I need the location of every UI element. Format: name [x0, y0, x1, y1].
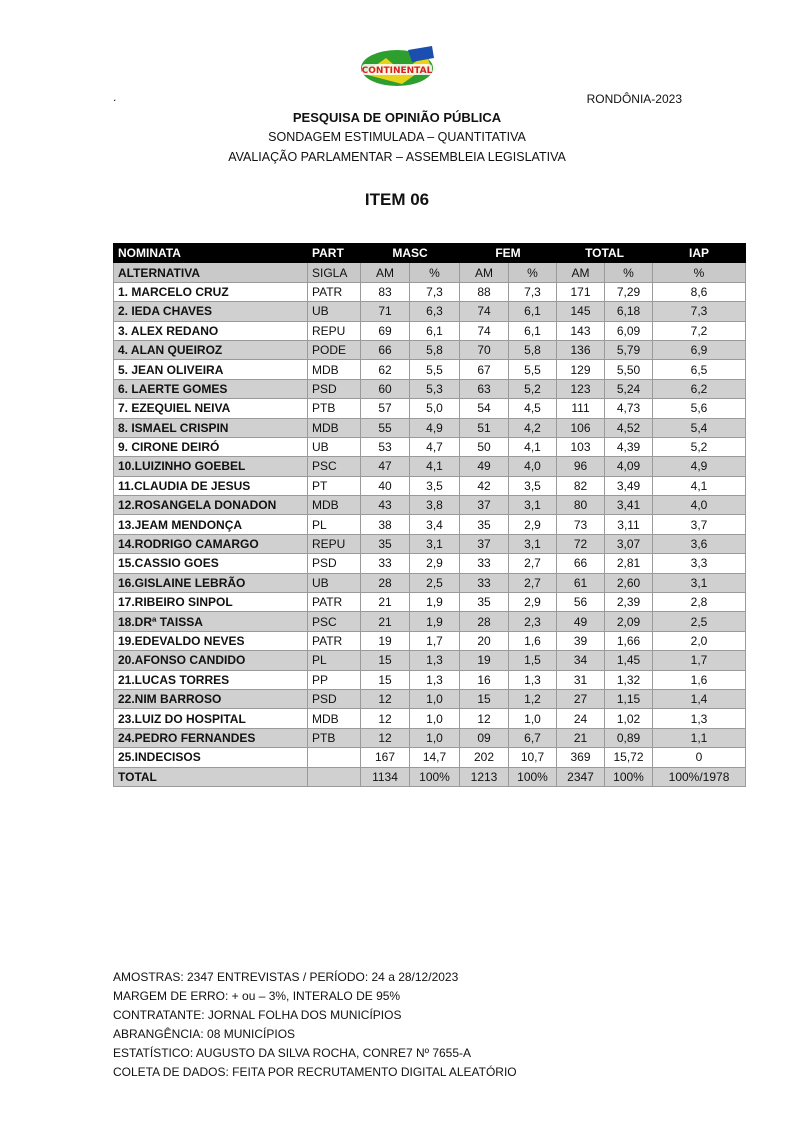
iap-pct: 6,2 [653, 379, 746, 398]
col-iap: IAP [653, 244, 746, 263]
masc-am: 12 [361, 689, 410, 708]
col-masc: MASC [361, 244, 460, 263]
masc-pct: 1,9 [410, 593, 460, 612]
candidate-name: 20.AFONSO CANDIDO [114, 651, 308, 670]
fem-am: 28 [460, 612, 509, 631]
table-row [114, 651, 746, 670]
masc-pct: 7,3 [410, 282, 460, 301]
total-pct: 3,11 [605, 515, 653, 534]
subcol-alternativa: ALTERNATIVA [114, 263, 308, 282]
fem-pct: 2,7 [509, 554, 557, 573]
fem-pct: 5,2 [509, 379, 557, 398]
masc-am: 12 [361, 709, 410, 728]
table-row [114, 399, 746, 418]
candidate-party: MDB [308, 496, 361, 515]
poll-results-table [113, 243, 746, 787]
total-am: 106 [557, 418, 605, 437]
total-pct: 15,72 [605, 748, 653, 767]
fem-pct: 4,2 [509, 418, 557, 437]
col-nominata: NOMINATA [114, 244, 308, 263]
candidate-name: 14.RODRIGO CAMARGO [114, 534, 308, 553]
candidate-name: 1. MARCELO CRUZ [114, 282, 308, 301]
total-iap: 100%/1978 [653, 767, 746, 786]
footer-line: MARGEM DE ERRO: + ou – 3%, INTERALO DE 95% [113, 989, 401, 1003]
total-am: 111 [557, 399, 605, 418]
total-pct: 3,41 [605, 496, 653, 515]
total-am: 73 [557, 515, 605, 534]
document-subtitle-2: AVALIAÇÃO PARLAMENTAR – ASSEMBLEIA LEGISLATIVA [228, 150, 566, 164]
fem-am: 16 [460, 670, 509, 689]
table-header-row [114, 244, 746, 263]
masc-am: 66 [361, 340, 410, 359]
masc-am: 19 [361, 631, 410, 650]
total-am: 82 [557, 476, 605, 495]
total-am: 56 [557, 593, 605, 612]
masc-am: 21 [361, 612, 410, 631]
iap-pct: 2,0 [653, 631, 746, 650]
masc-pct: 3,4 [410, 515, 460, 534]
masc-am: 53 [361, 437, 410, 456]
table-row [114, 709, 746, 728]
fem-am: 202 [460, 748, 509, 767]
footer-line: ESTATÍSTICO: AUGUSTO DA SILVA ROCHA, CONRE7 Nº 7655-A [113, 1046, 472, 1060]
masc-pct: 5,0 [410, 399, 460, 418]
fem-pct: 6,1 [509, 321, 557, 340]
total-pct: 5,50 [605, 360, 653, 379]
iap-pct: 1,7 [653, 651, 746, 670]
table-row [114, 534, 746, 553]
candidate-name: 21.LUCAS TORRES [114, 670, 308, 689]
total-masc-am: 1134 [361, 767, 410, 786]
masc-pct: 5,3 [410, 379, 460, 398]
iap-pct: 4,0 [653, 496, 746, 515]
total-am: 143 [557, 321, 605, 340]
total-am: 136 [557, 340, 605, 359]
masc-pct: 5,8 [410, 340, 460, 359]
footer-line: COLETA DE DADOS: FEITA POR RECRUTAMENTO DIGITAL ALEATÓRIO [113, 1065, 517, 1079]
candidate-name: 22.NIM BARROSO [114, 689, 308, 708]
table-row [114, 496, 746, 515]
iap-pct: 3,7 [653, 515, 746, 534]
document-subtitle-1: SONDAGEM ESTIMULADA – QUANTITATIVA [268, 130, 526, 144]
total-pct: 0,89 [605, 728, 653, 747]
subcol-masc-pct: % [410, 263, 460, 282]
table-total-row [114, 767, 746, 786]
total-pct: 5,24 [605, 379, 653, 398]
masc-am: 40 [361, 476, 410, 495]
fem-pct: 3,1 [509, 534, 557, 553]
candidate-party: PL [308, 515, 361, 534]
fem-pct: 10,7 [509, 748, 557, 767]
table-row [114, 437, 746, 456]
fem-am: 63 [460, 379, 509, 398]
iap-pct: 8,6 [653, 282, 746, 301]
iap-pct: 1,3 [653, 709, 746, 728]
fem-am: 09 [460, 728, 509, 747]
total-pct: 4,39 [605, 437, 653, 456]
total-pct: 4,52 [605, 418, 653, 437]
total-pct: 6,09 [605, 321, 653, 340]
iap-pct: 2,5 [653, 612, 746, 631]
total-total-pct: 100% [605, 767, 653, 786]
subcol-iap-pct: % [653, 263, 746, 282]
candidate-party: PATR [308, 631, 361, 650]
subcol-sigla: SIGLA [308, 263, 361, 282]
company-logo [356, 44, 438, 92]
candidate-party: PSD [308, 689, 361, 708]
total-am: 72 [557, 534, 605, 553]
fem-pct: 1,2 [509, 689, 557, 708]
table-row [114, 573, 746, 592]
iap-pct: 1,4 [653, 689, 746, 708]
total-fem-pct: 100% [509, 767, 557, 786]
iap-pct: 5,4 [653, 418, 746, 437]
iap-pct: 6,9 [653, 340, 746, 359]
candidate-party: MDB [308, 360, 361, 379]
candidate-party: MDB [308, 709, 361, 728]
candidate-name: 25.INDECISOS [114, 748, 308, 767]
footer-line: CONTRATANTE: JORNAL FOLHA DOS MUNICÍPIOS [113, 1008, 402, 1022]
masc-pct: 4,7 [410, 437, 460, 456]
candidate-name: 11.CLAUDIA DE JESUS [114, 476, 308, 495]
masc-pct: 1,9 [410, 612, 460, 631]
masc-pct: 3,8 [410, 496, 460, 515]
fem-pct: 1,3 [509, 670, 557, 689]
methodology-notes [113, 968, 517, 1082]
total-am: 39 [557, 631, 605, 650]
col-total: TOTAL [557, 244, 653, 263]
masc-pct: 5,5 [410, 360, 460, 379]
masc-am: 12 [361, 728, 410, 747]
total-pct: 2,81 [605, 554, 653, 573]
document-title: PESQUISA DE OPINIÃO PÚBLICA [292, 110, 502, 125]
masc-pct: 1,3 [410, 670, 460, 689]
table-row [114, 670, 746, 689]
iap-pct: 3,3 [653, 554, 746, 573]
total-am: 103 [557, 437, 605, 456]
fem-pct: 4,5 [509, 399, 557, 418]
candidate-name: 3. ALEX REDANO [114, 321, 308, 340]
masc-am: 43 [361, 496, 410, 515]
fem-pct: 1,6 [509, 631, 557, 650]
total-am: 369 [557, 748, 605, 767]
masc-pct: 3,1 [410, 534, 460, 553]
fem-am: 51 [460, 418, 509, 437]
iap-pct: 7,2 [653, 321, 746, 340]
fem-am: 20 [460, 631, 509, 650]
total-pct: 1,66 [605, 631, 653, 650]
candidate-party: PATR [308, 282, 361, 301]
total-am: 27 [557, 689, 605, 708]
masc-pct: 4,9 [410, 418, 460, 437]
candidate-name: 13.JEAM MENDONÇA [114, 515, 308, 534]
candidate-party: PSD [308, 379, 361, 398]
total-am: 171 [557, 282, 605, 301]
item-number: ITEM 06 [364, 190, 430, 209]
candidate-name: 8. ISMAEL CRISPIN [114, 418, 308, 437]
masc-am: 55 [361, 418, 410, 437]
table-row [114, 418, 746, 437]
total-am: 34 [557, 651, 605, 670]
masc-am: 71 [361, 302, 410, 321]
fem-am: 33 [460, 573, 509, 592]
fem-pct: 5,8 [509, 340, 557, 359]
masc-am: 57 [361, 399, 410, 418]
iap-pct: 4,1 [653, 476, 746, 495]
total-masc-pct: 100% [410, 767, 460, 786]
fem-am: 67 [460, 360, 509, 379]
masc-am: 35 [361, 534, 410, 553]
total-party [308, 767, 361, 786]
table-row [114, 554, 746, 573]
total-pct: 3,07 [605, 534, 653, 553]
svg-text:CONTINENTAL: CONTINENTAL [361, 66, 433, 76]
masc-am: 15 [361, 651, 410, 670]
candidate-party: PODE [308, 340, 361, 359]
footer-line: AMOSTRAS: 2347 ENTREVISTAS / PERÍODO: 24 a 28/12/2023 [113, 970, 459, 984]
total-pct: 4,09 [605, 457, 653, 476]
fem-am: 35 [460, 515, 509, 534]
total-am: 66 [557, 554, 605, 573]
masc-pct: 6,3 [410, 302, 460, 321]
masc-pct: 1,0 [410, 709, 460, 728]
col-part: PART [308, 244, 361, 263]
fem-pct: 4,0 [509, 457, 557, 476]
total-total-am: 2347 [557, 767, 605, 786]
iap-pct: 5,6 [653, 399, 746, 418]
candidate-party: PP [308, 670, 361, 689]
candidate-name: 15.CASSIO GOES [114, 554, 308, 573]
masc-pct: 6,1 [410, 321, 460, 340]
table-row [114, 457, 746, 476]
total-am: 96 [557, 457, 605, 476]
subcol-fem-am: AM [460, 263, 509, 282]
masc-am: 15 [361, 670, 410, 689]
table-row [114, 360, 746, 379]
candidate-name: 16.GISLAINE LEBRÃO [114, 573, 308, 592]
total-am: 31 [557, 670, 605, 689]
total-pct: 4,73 [605, 399, 653, 418]
candidate-name: 23.LUIZ DO HOSPITAL [114, 709, 308, 728]
candidate-party: PTB [308, 728, 361, 747]
table-row [114, 321, 746, 340]
fem-pct: 7,3 [509, 282, 557, 301]
masc-pct: 2,5 [410, 573, 460, 592]
candidate-name: 24.PEDRO FERNANDES [114, 728, 308, 747]
total-pct: 6,18 [605, 302, 653, 321]
total-pct: 7,29 [605, 282, 653, 301]
total-pct: 3,49 [605, 476, 653, 495]
candidate-party: REPU [308, 534, 361, 553]
candidate-party: PL [308, 651, 361, 670]
fem-am: 42 [460, 476, 509, 495]
masc-pct: 1,3 [410, 651, 460, 670]
iap-pct: 7,3 [653, 302, 746, 321]
fem-pct: 2,7 [509, 573, 557, 592]
masc-am: 28 [361, 573, 410, 592]
masc-am: 21 [361, 593, 410, 612]
masc-am: 62 [361, 360, 410, 379]
masc-am: 47 [361, 457, 410, 476]
subcol-masc-am: AM [361, 263, 410, 282]
masc-pct: 1,7 [410, 631, 460, 650]
candidate-party: PSC [308, 612, 361, 631]
total-pct: 2,09 [605, 612, 653, 631]
total-pct: 2,39 [605, 593, 653, 612]
table-row [114, 340, 746, 359]
masc-pct: 1,0 [410, 728, 460, 747]
candidate-name: 12.ROSANGELA DONADON [114, 496, 308, 515]
candidate-party: UB [308, 302, 361, 321]
table-row [114, 302, 746, 321]
total-am: 49 [557, 612, 605, 631]
total-pct: 1,45 [605, 651, 653, 670]
table-row [114, 476, 746, 495]
masc-am: 60 [361, 379, 410, 398]
masc-am: 38 [361, 515, 410, 534]
total-pct: 2,60 [605, 573, 653, 592]
masc-am: 83 [361, 282, 410, 301]
fem-pct: 1,0 [509, 709, 557, 728]
candidate-name: 9. CIRONE DEIRÓ [114, 437, 308, 456]
fem-am: 50 [460, 437, 509, 456]
fem-pct: 1,5 [509, 651, 557, 670]
table-row [114, 612, 746, 631]
candidate-party: PSC [308, 457, 361, 476]
subcol-total-am: AM [557, 263, 605, 282]
iap-pct: 4,9 [653, 457, 746, 476]
candidate-name: 4. ALAN QUEIROZ [114, 340, 308, 359]
total-pct: 1,02 [605, 709, 653, 728]
total-am: 80 [557, 496, 605, 515]
total-am: 21 [557, 728, 605, 747]
fem-pct: 3,5 [509, 476, 557, 495]
fem-am: 70 [460, 340, 509, 359]
masc-pct: 1,0 [410, 689, 460, 708]
candidate-party: UB [308, 573, 361, 592]
iap-pct: 5,2 [653, 437, 746, 456]
total-am: 129 [557, 360, 605, 379]
masc-am: 69 [361, 321, 410, 340]
fem-am: 35 [460, 593, 509, 612]
iap-pct: 3,6 [653, 534, 746, 553]
candidate-name: 10.LUIZINHO GOEBEL [114, 457, 308, 476]
fem-am: 74 [460, 302, 509, 321]
candidate-party: PTB [308, 399, 361, 418]
col-fem: FEM [460, 244, 557, 263]
candidate-party: UB [308, 437, 361, 456]
masc-pct: 14,7 [410, 748, 460, 767]
candidate-party [308, 748, 361, 767]
table-subheader-row [114, 263, 746, 282]
iap-pct: 1,6 [653, 670, 746, 689]
footer-line: ABRANGÊNCIA: 08 MUNICÍPIOS [113, 1027, 296, 1041]
candidate-name: 17.RIBEIRO SINPOL [114, 593, 308, 612]
table-row [114, 593, 746, 612]
masc-pct: 3,5 [410, 476, 460, 495]
fem-am: 12 [460, 709, 509, 728]
candidate-party: PT [308, 476, 361, 495]
candidate-name: 2. IEDA CHAVES [114, 302, 308, 321]
fem-pct: 5,5 [509, 360, 557, 379]
region-year: RONDÔNIA-2023 [586, 92, 682, 106]
iap-pct: 3,1 [653, 573, 746, 592]
total-pct: 1,15 [605, 689, 653, 708]
iap-pct: 1,1 [653, 728, 746, 747]
candidate-party: PATR [308, 593, 361, 612]
table-row [114, 728, 746, 747]
fem-am: 19 [460, 651, 509, 670]
iap-pct: 0 [653, 748, 746, 767]
masc-am: 167 [361, 748, 410, 767]
stray-dot: . [113, 90, 117, 104]
masc-pct: 2,9 [410, 554, 460, 573]
subcol-total-pct: % [605, 263, 653, 282]
fem-am: 15 [460, 689, 509, 708]
fem-pct: 6,7 [509, 728, 557, 747]
total-am: 61 [557, 573, 605, 592]
fem-am: 37 [460, 496, 509, 515]
fem-am: 74 [460, 321, 509, 340]
total-am: 24 [557, 709, 605, 728]
candidate-name: 6. LAERTE GOMES [114, 379, 308, 398]
total-pct: 1,32 [605, 670, 653, 689]
total-am: 145 [557, 302, 605, 321]
total-label: TOTAL [114, 767, 308, 786]
fem-am: 37 [460, 534, 509, 553]
masc-am: 33 [361, 554, 410, 573]
candidate-party: MDB [308, 418, 361, 437]
iap-pct: 6,5 [653, 360, 746, 379]
fem-pct: 4,1 [509, 437, 557, 456]
fem-pct: 2,9 [509, 593, 557, 612]
fem-am: 33 [460, 554, 509, 573]
fem-am: 88 [460, 282, 509, 301]
total-pct: 5,79 [605, 340, 653, 359]
table-row [114, 282, 746, 301]
total-am: 123 [557, 379, 605, 398]
fem-am: 54 [460, 399, 509, 418]
fem-pct: 2,3 [509, 612, 557, 631]
iap-pct: 2,8 [653, 593, 746, 612]
fem-pct: 3,1 [509, 496, 557, 515]
masc-pct: 4,1 [410, 457, 460, 476]
candidate-name: 19.EDEVALDO NEVES [114, 631, 308, 650]
total-fem-am: 1213 [460, 767, 509, 786]
candidate-party: REPU [308, 321, 361, 340]
subcol-fem-pct: % [509, 263, 557, 282]
table-row [114, 379, 746, 398]
table-row [114, 515, 746, 534]
table-row [114, 631, 746, 650]
candidate-name: 5. JEAN OLIVEIRA [114, 360, 308, 379]
fem-pct: 6,1 [509, 302, 557, 321]
table-row [114, 748, 746, 767]
fem-am: 49 [460, 457, 509, 476]
candidate-name: 18.DRª TAISSA [114, 612, 308, 631]
table-row [114, 689, 746, 708]
candidate-party: PSD [308, 554, 361, 573]
candidate-name: 7. EZEQUIEL NEIVA [114, 399, 308, 418]
fem-pct: 2,9 [509, 515, 557, 534]
